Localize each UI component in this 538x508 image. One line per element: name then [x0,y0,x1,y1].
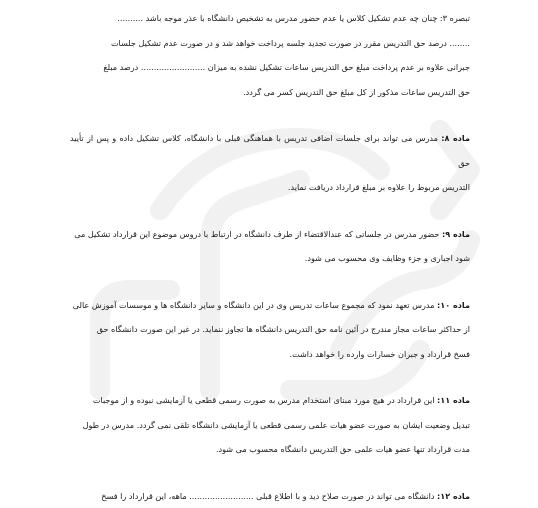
article-9-line-2: شود اجباری و جزء وظایف وی محسوب می شود. [305,253,470,263]
article-9-line-1: حضور مدرس در جلساتی که عندالاقتضاء از طرف دانشگاه در ارتباط با دروس موضوع این قرارداد تشکیل می [74,229,439,239]
article-11-line-3: مدت قرارداد تنها عضو هیات علمی حق التدریس دانشگاه محسوب می شود. [216,444,470,454]
note-3-paragraph [70,6,470,104]
paragraph-gap [70,200,470,222]
article-8-line-1: مدرس می تواند برای جلسات اضافی تدریس با هماهنگی قبلی با دانشگاه، کلاس تشکیل داده و پس از تأیید حق [70,133,470,168]
article-11-label: ماده ۱۱: [437,395,470,405]
article-8-line-2: التدریس مربوط را علاوه بر مبلغ قرارداد دریافت نماید. [288,182,470,192]
note-3-line-2: ........ درصد حق التدریس مقرر در صورت تجدید جلسه پرداخت خواهد شد و در صورت عدم تشکیل جلسات [111,38,470,48]
article-8-paragraph [70,126,470,200]
paragraph-gap [70,271,470,293]
note-3-line-3: جبرانی علاوه بر عدم پرداخت مبلغ حق التدریس ساعات تشکیل نشده به میزان ......................... درصد مبلغ [103,62,470,72]
article-11-paragraph [70,388,470,462]
article-10-line-1: مدرس تعهد نمود که مجموع ساعات تدریس وی در این دانشگاه و سایر دانشگاه ها و موسسات آموزش عالی [73,300,435,310]
article-12-paragraph [70,484,470,508]
article-11-line-1: این قرارداد در هیچ مورد مبنای استخدام مدرس به صورت رسمی قطعی یا آزمایشی نبوده و از موجبات [93,395,435,405]
article-10-paragraph [70,293,470,367]
article-9-paragraph [70,222,470,271]
article-11-line-2: تبدیل وضعیت ایشان به صورت عضو هیات علمی رسمی قطعی یا آزمایشی دانشگاه تلقی نمی گردد. مدرس در طول [83,420,470,430]
paragraph-gap [70,462,470,484]
article-9-label: ماده ۹: [442,229,470,239]
article-10-line-3: فسخ قرارداد و جبران خسارات وارده را خواهد داشت. [290,349,471,359]
note-3-line-4: حق التدریس ساعات مذکور از کل مبلغ حق التدریس کسر می گردد. [243,87,470,97]
article-8-label: ماده ۸: [441,133,470,143]
paragraph-gap [70,104,470,126]
article-12-line-1: دانشگاه می تواند در صورت صلاح دید و با اطلاع قبلی ......................... ماهه، این قرارداد را فسخ [101,491,434,501]
article-10-line-2: از حداکثر ساعات مجاز مندرج در آئین نامه حق التدریس دانشگاه ها تجاوز ننماید. در غیر این صورت دانشگاه حق [97,324,470,334]
article-10-label: ماده ۱۰: [437,300,470,310]
document-body [70,6,470,508]
paragraph-gap [70,366,470,388]
note-3-line-1: تبصره ۳: چنان چه عدم تشکیل کلاس یا عدم حضور مدرس به تشخیص دانشگاه با عذر موجه باشد .......... [117,13,470,23]
article-12-label: ماده ۱۲: [437,491,470,501]
